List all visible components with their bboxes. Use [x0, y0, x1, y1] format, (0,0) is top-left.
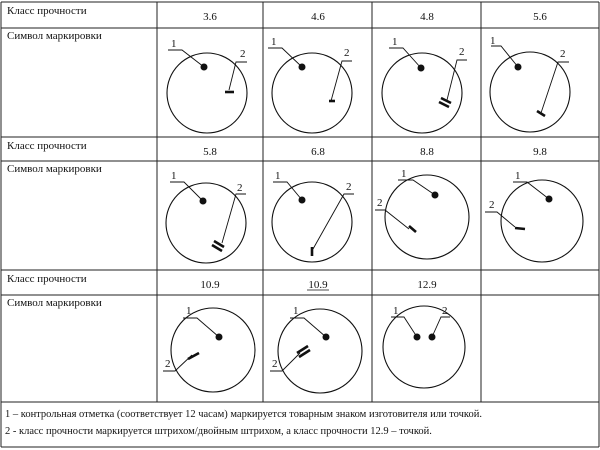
label-marking-symbol-2: Символ маркировки	[7, 163, 102, 175]
callout-2: 2	[489, 199, 495, 211]
class-value: 5.6	[533, 11, 547, 23]
marking-diagram-4.8	[382, 36, 467, 133]
bolt-head-circle	[501, 180, 583, 262]
label-strength-class-1: Класс прочности	[7, 5, 87, 17]
leader-line-2	[447, 60, 467, 100]
leader-line-1	[491, 46, 518, 67]
label-marking-symbol-3: Символ маркировки	[7, 297, 102, 309]
marking-diagram-9.8	[485, 170, 583, 262]
callout-2: 2	[377, 197, 383, 209]
class-value: 9.8	[533, 146, 547, 158]
callout-1: 1	[171, 170, 177, 182]
bolt-head-circle	[171, 308, 255, 392]
class-values	[200, 11, 547, 291]
class-value: 12.9	[417, 279, 437, 291]
marking-diagram-10.9	[163, 305, 255, 392]
leader-line-1	[183, 318, 219, 337]
callout-2: 2	[459, 46, 465, 58]
callout-2: 2	[344, 47, 350, 59]
leader-line-2	[331, 61, 352, 101]
label-strength-class-3: Класс прочности	[7, 273, 87, 285]
leader-line-2	[485, 212, 515, 227]
row-labels	[7, 5, 102, 309]
label-strength-class-2: Класс прочности	[7, 140, 87, 152]
class-value-underlined: 10.9	[308, 279, 328, 291]
marking-diagram-4.6	[268, 36, 352, 133]
class-value: 3.6	[203, 11, 217, 23]
marking-diagram-5.6	[490, 35, 570, 132]
callout-1: 1	[186, 305, 192, 317]
class-value: 4.6	[311, 11, 325, 23]
marking-diagram-3.6	[167, 38, 247, 133]
bolt-head-circle	[383, 306, 465, 388]
callout-2: 2	[240, 48, 246, 60]
footnotes	[5, 409, 482, 437]
bolt-head-circle	[166, 183, 246, 263]
class-double-stroke-b	[439, 102, 449, 107]
marking-diagram-6.8	[272, 170, 354, 262]
bolt-head-circle	[385, 175, 469, 259]
leader-line-2	[222, 194, 246, 243]
callout-1: 1	[392, 36, 398, 48]
bolt-head-circle	[490, 52, 570, 132]
callout-1: 1	[401, 168, 407, 180]
leader-line-1	[391, 317, 417, 337]
bolt-head-circle	[272, 53, 352, 133]
leader-line-2	[229, 62, 247, 90]
label-marking-symbol-1: Символ маркировки	[7, 30, 102, 42]
class-stroke	[188, 353, 199, 359]
callout-1: 1	[393, 305, 399, 317]
marking-diagrams	[163, 35, 583, 393]
class-stroke	[515, 228, 525, 229]
footnote-1: 1 – контрольная отметка (соответствует 12 часам) маркируется товарным знаком изготовителя или точкой.	[5, 409, 482, 420]
callout-2: 2	[237, 182, 243, 194]
class-value: 5.8	[203, 146, 217, 158]
callout-1: 1	[275, 170, 281, 182]
callout-1: 1	[293, 305, 299, 317]
leader-line-1	[290, 318, 326, 337]
leader-line-1	[513, 182, 549, 199]
class-value: 6.8	[311, 146, 325, 158]
callout-1: 1	[490, 35, 496, 47]
class-value: 10.9	[200, 279, 220, 291]
callout-2: 2	[165, 358, 171, 370]
callout-2: 2	[272, 358, 278, 370]
marking-diagram-5.8	[166, 170, 246, 263]
callout-2: 2	[442, 305, 448, 317]
footnote-2: 2 - класс прочности маркируется штрихом/двойным штрихом, а класс прочности 12.9 – точкой.	[5, 426, 432, 437]
leader-line-2	[432, 317, 450, 337]
callout-2: 2	[346, 181, 352, 193]
callout-1: 1	[171, 38, 177, 50]
bolt-head-circle	[278, 309, 362, 393]
class-value: 4.8	[420, 11, 434, 23]
marking-diagram-10.9-double	[270, 305, 362, 393]
callout-1: 1	[271, 36, 277, 48]
class-value: 8.8	[420, 146, 434, 158]
leader-line-2	[375, 210, 409, 229]
leader-line-2	[541, 62, 569, 113]
marking-diagram-8.8	[375, 168, 469, 259]
callout-2: 2	[560, 48, 566, 60]
class-double-stroke-a	[441, 98, 451, 103]
class-stroke	[409, 226, 416, 232]
callout-1: 1	[515, 170, 521, 182]
marking-diagram-12.9	[383, 305, 465, 388]
